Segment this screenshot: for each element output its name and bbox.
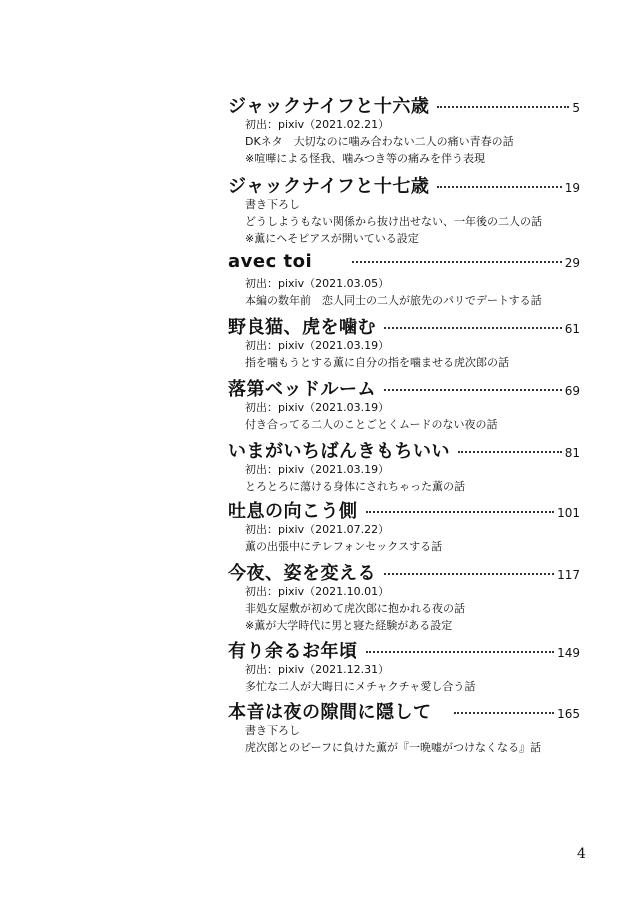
entry-line: 虎次郎とのビーフに負けた薫が『一晩嘘がつけなくなる』話 <box>245 741 542 754</box>
toc-title-row <box>228 437 580 461</box>
entry-line: ※薫にヘそピアスが開いている設定 <box>245 232 419 245</box>
dot-leader <box>384 327 562 329</box>
entry-line: 付き合ってる二人のことごとくムードのない夜の話 <box>245 418 498 431</box>
page-number: 69 <box>564 384 580 398</box>
entry-title: ジャックナイフと十六歳 <box>228 96 430 117</box>
dot-leader <box>366 511 555 513</box>
page-number: 19 <box>564 181 580 195</box>
entry-line: 初出：pixiv（2021.07.22） <box>245 523 390 536</box>
toc-title-row <box>228 251 580 275</box>
page-number: 61 <box>564 322 580 336</box>
dot-leader <box>458 451 562 453</box>
entry-line: DKネタ 大切なのに噛み合わない二人の痛い青春の話 <box>245 135 514 148</box>
entry-line: 書き下ろし <box>245 198 300 211</box>
page-number: 101 <box>557 506 580 520</box>
entry-line: ※薫が大学時代に男と寝た経験がある設定 <box>245 619 453 632</box>
dot-leader <box>352 261 562 263</box>
entry-line: 初出：pixiv（2021.12.31） <box>245 663 390 676</box>
toc-title-row <box>228 637 580 661</box>
entry-title: いまがいちばんきもちいい <box>228 441 450 462</box>
page-number: 5 <box>572 101 580 115</box>
toc-entry <box>228 559 580 634</box>
page-number: 81 <box>564 446 580 460</box>
page-number: 165 <box>557 707 580 721</box>
toc-entry <box>228 313 580 371</box>
entry-line: 初出：pixiv（2021.03.19） <box>245 339 390 352</box>
entry-line: 初出：pixiv（2021.03.19） <box>245 463 390 476</box>
page-folio: 4 <box>577 846 586 862</box>
entry-line: 薫の出張中にテレフォンセックスする話 <box>245 540 443 553</box>
toc-title-row <box>228 698 580 722</box>
entry-line: 多忙な二人が大晦日にメチャクチャ愛し合う話 <box>245 680 476 693</box>
entry-title: 野良猫、虎を噛む <box>228 317 376 338</box>
page-number: 29 <box>564 256 580 270</box>
entry-line: 初出：pixiv（2021.02.21） <box>245 118 390 131</box>
entry-line: とろとろに蕩ける身体にされちゃった薫の話 <box>245 480 465 493</box>
entry-title: avec toi <box>228 251 313 272</box>
entry-line: 初出：pixiv（2021.03.05） <box>245 277 390 290</box>
entry-title: 吐息の向こう側 <box>228 501 358 522</box>
toc-title-row <box>228 559 580 583</box>
toc-title-row <box>228 172 580 196</box>
entry-line: 初出：pixiv（2021.10.01） <box>245 585 390 598</box>
entry-line: ※喧嘩による怪我、噛みつき等の痛みを伴う表現 <box>245 152 485 165</box>
toc-entry <box>228 92 580 167</box>
toc-title-row <box>228 92 580 116</box>
dot-leader <box>454 712 555 714</box>
entry-title: 本音は夜の隙間に隠して <box>228 702 432 723</box>
toc-entry <box>228 375 580 433</box>
entry-title: ジャックナイフと十七歳 <box>228 176 430 197</box>
toc-title-row <box>228 313 580 337</box>
page-number: 149 <box>557 646 580 660</box>
dot-leader <box>384 389 562 391</box>
dot-leader <box>437 106 569 108</box>
entry-line: 初出：pixiv（2021.03.19） <box>245 401 390 414</box>
toc-title-row <box>228 497 580 521</box>
page-number: 117 <box>557 568 580 582</box>
dot-leader <box>437 186 561 188</box>
toc-entry <box>228 251 580 309</box>
entry-line: 指を噛もうとする薫に自分の指を噛ませる虎次郎の話 <box>245 356 509 369</box>
toc-entry <box>228 698 580 756</box>
toc-entry <box>228 172 580 247</box>
entry-title: 有り余るお年頃 <box>228 641 358 662</box>
toc-entry <box>228 437 580 495</box>
entry-title: 落第ベッドルーム <box>228 379 376 400</box>
toc-entry <box>228 497 580 555</box>
entry-line: 非処女屋敷が初めて虎次郎に抱かれる夜の話 <box>245 602 465 615</box>
toc-title-row <box>228 375 580 399</box>
entry-line: どうしようもない関係から抜け出せない、一年後の二人の話 <box>245 215 542 228</box>
dot-leader <box>366 651 555 653</box>
toc-entry <box>228 637 580 695</box>
entry-title: 今夜、姿を変える <box>228 563 376 584</box>
dot-leader <box>384 573 554 575</box>
entry-line: 本編の数年前 恋人同士の二人が旅先のパリでデートする話 <box>245 294 542 307</box>
entry-line: 書き下ろし <box>245 724 300 737</box>
